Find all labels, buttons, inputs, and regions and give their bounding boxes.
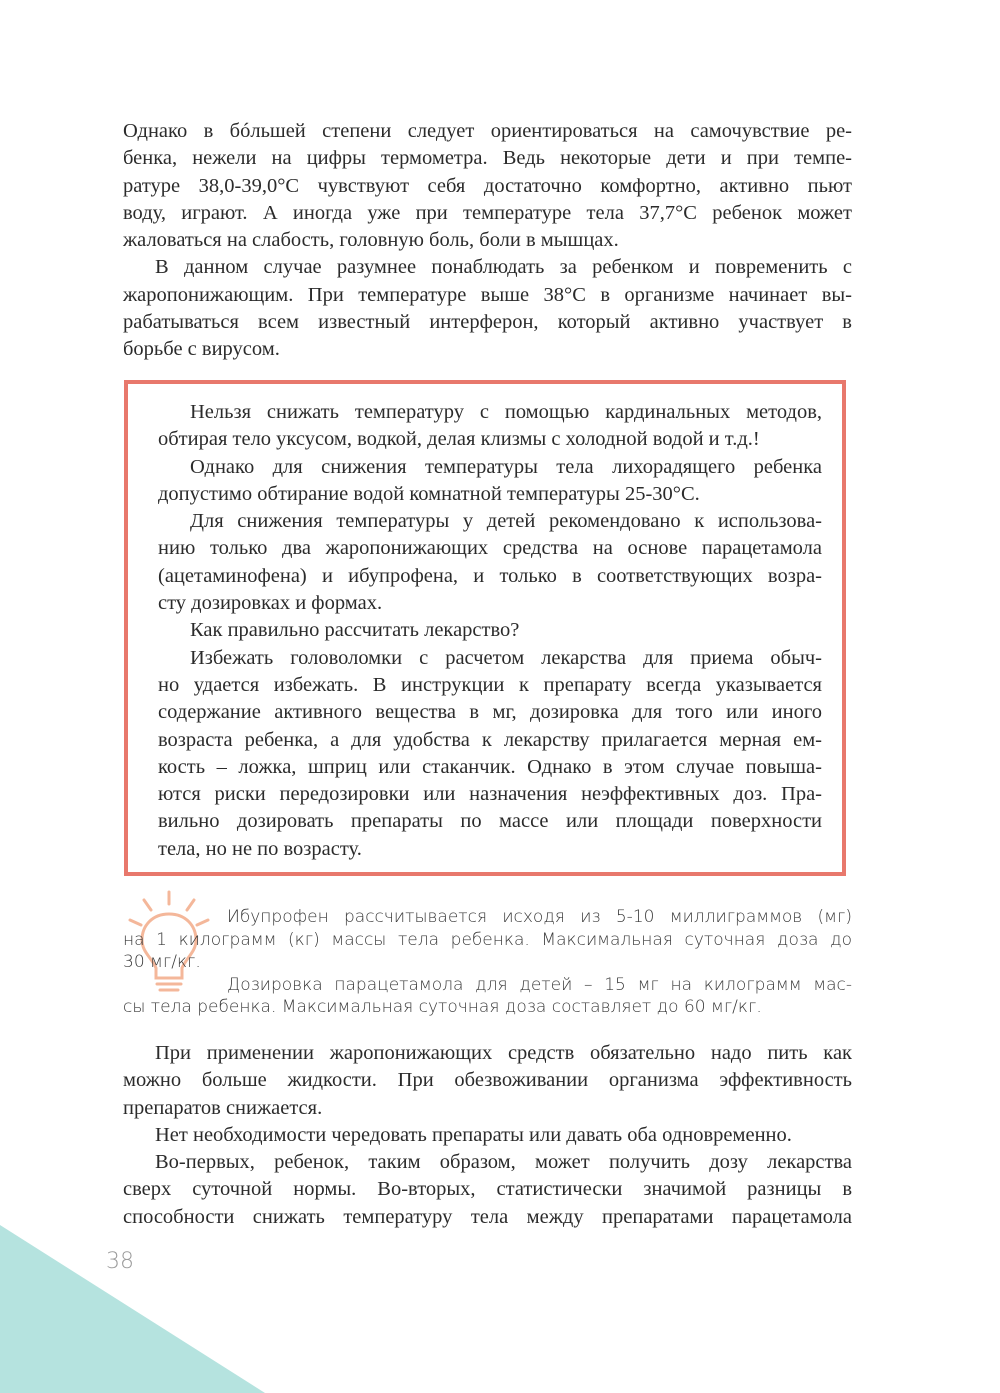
paragraph bbox=[123, 974, 852, 1019]
tip-note bbox=[123, 906, 852, 1019]
text-line: возраста ребенка, а для удобства к лекарству прилагается мерная ем- bbox=[158, 728, 822, 751]
text-line: жаропонижающим. При температуре выше 38°С в организме начинает вы- bbox=[123, 283, 852, 306]
text-line: сверх суточной нормы. Во-вторых, статистически значимой разницы в bbox=[123, 1178, 852, 1201]
text-line: Для снижения температуры у детей рекомендовано к использова- bbox=[190, 510, 822, 533]
paragraph bbox=[123, 906, 852, 974]
text-line: Однако в бóльшей степени следует ориентироваться на самочувствие ре- bbox=[123, 120, 852, 142]
text-line: Нет необходимости чередовать препараты или давать оба одновременно. bbox=[155, 1123, 792, 1146]
paragraph bbox=[123, 1122, 852, 1149]
intro-text bbox=[123, 118, 852, 364]
text-line: ются риски передозировки или назначения неэффективных доз. Пра- bbox=[158, 783, 822, 806]
paragraph bbox=[158, 508, 822, 617]
text-line: рабатываться всем известный интерферон, который активно участвует в bbox=[123, 311, 852, 334]
text-line: содержание активного вещества в мг, дозировка для того или иного bbox=[158, 701, 822, 724]
text-line: воду, играют. А иногда уже при температуре тела 37,7°С ребенок может bbox=[123, 201, 852, 224]
paragraph bbox=[123, 1040, 852, 1122]
text-line: на 1 килограмм (кг) массы тела ребенка. Максимальная суточная доза до bbox=[123, 929, 852, 950]
text-line: (ацетаминофена) и ибупрофена, и только в соответствующих возра- bbox=[158, 564, 822, 587]
text-line: жаловаться на слабость, головную боль, боли в мышцах. bbox=[123, 229, 619, 252]
text-line: кость – ложка, шприц или стаканчик. Однако в этом случае повыша- bbox=[158, 755, 822, 778]
text-line: но удается избежать. В инструкции к препарату всегда указывается bbox=[158, 673, 822, 696]
text-line: вильно дозировать препараты по массе или площади поверхности bbox=[158, 810, 822, 833]
paragraph bbox=[158, 399, 822, 454]
text-line: В данном случае разумнее понаблюдать за ребенком и повременить с bbox=[155, 256, 852, 279]
text-line: Однако для снижения температуры тела лихорадящего ребенка bbox=[190, 455, 822, 478]
warning-box bbox=[124, 380, 846, 876]
text-line: сту дозировках и формах. bbox=[158, 592, 383, 615]
text-line: способности снижать температуру тела между препаратами парацетамола bbox=[123, 1205, 852, 1228]
body-text bbox=[123, 1040, 852, 1231]
warning-text bbox=[158, 399, 822, 863]
paragraph bbox=[158, 454, 822, 509]
text-line: тела, но не по возрасту. bbox=[158, 837, 362, 860]
text-line: допустимо обтирание водой комнатной температуры 25-30°С. bbox=[158, 482, 700, 505]
text-line: При применении жаропонижающих средств обязательно надо пить как bbox=[155, 1042, 852, 1064]
paragraph bbox=[123, 254, 852, 363]
text-line: препаратов снижается. bbox=[123, 1096, 323, 1119]
text-line: нию только два жаропонижающих средства на основе парацетамола bbox=[158, 537, 822, 560]
text-line: ратуре 38,0-39,0°С чувствуют себя достаточно комфортно, активно пьют bbox=[123, 174, 852, 197]
text-line: обтирая тело уксусом, водкой, делая клизмы с холодной водой и т.д.! bbox=[158, 428, 760, 451]
text-line: Ибупрофен рассчитывается исходя из 5-10 миллиграммов (мг) bbox=[227, 907, 852, 927]
text-line: борьбе с вирусом. bbox=[123, 338, 280, 361]
text-line: сы тела ребенка. Максимальная суточная доза составляет до 60 мг/кг. bbox=[123, 997, 762, 1017]
text-line: Во-первых, ребенок, таким образом, может получить дозу лекарства bbox=[155, 1151, 852, 1174]
paragraph bbox=[158, 645, 822, 863]
text-line: Как правильно рассчитать лекарство? bbox=[190, 619, 520, 642]
text-line: Нельзя снижать температуру с помощью кардинальных методов, bbox=[190, 401, 822, 423]
text-line: бенка, нежели на цифры термометра. Ведь некоторые дети и при темпе- bbox=[123, 147, 852, 170]
text-line: можно больше жидкости. При обезвоживании организма эффективность bbox=[123, 1069, 852, 1092]
paragraph bbox=[123, 1149, 852, 1231]
page-number: 38 bbox=[106, 1249, 134, 1274]
text-line: Избежать головоломки с расчетом лекарства для приема обыч- bbox=[190, 646, 822, 669]
paragraph bbox=[123, 118, 852, 254]
text-line: 30 мг/кг. bbox=[123, 952, 201, 972]
paragraph bbox=[158, 617, 822, 644]
text-line: Дозировка парацетамола для детей – 15 мг на килограмм мас- bbox=[227, 974, 852, 995]
